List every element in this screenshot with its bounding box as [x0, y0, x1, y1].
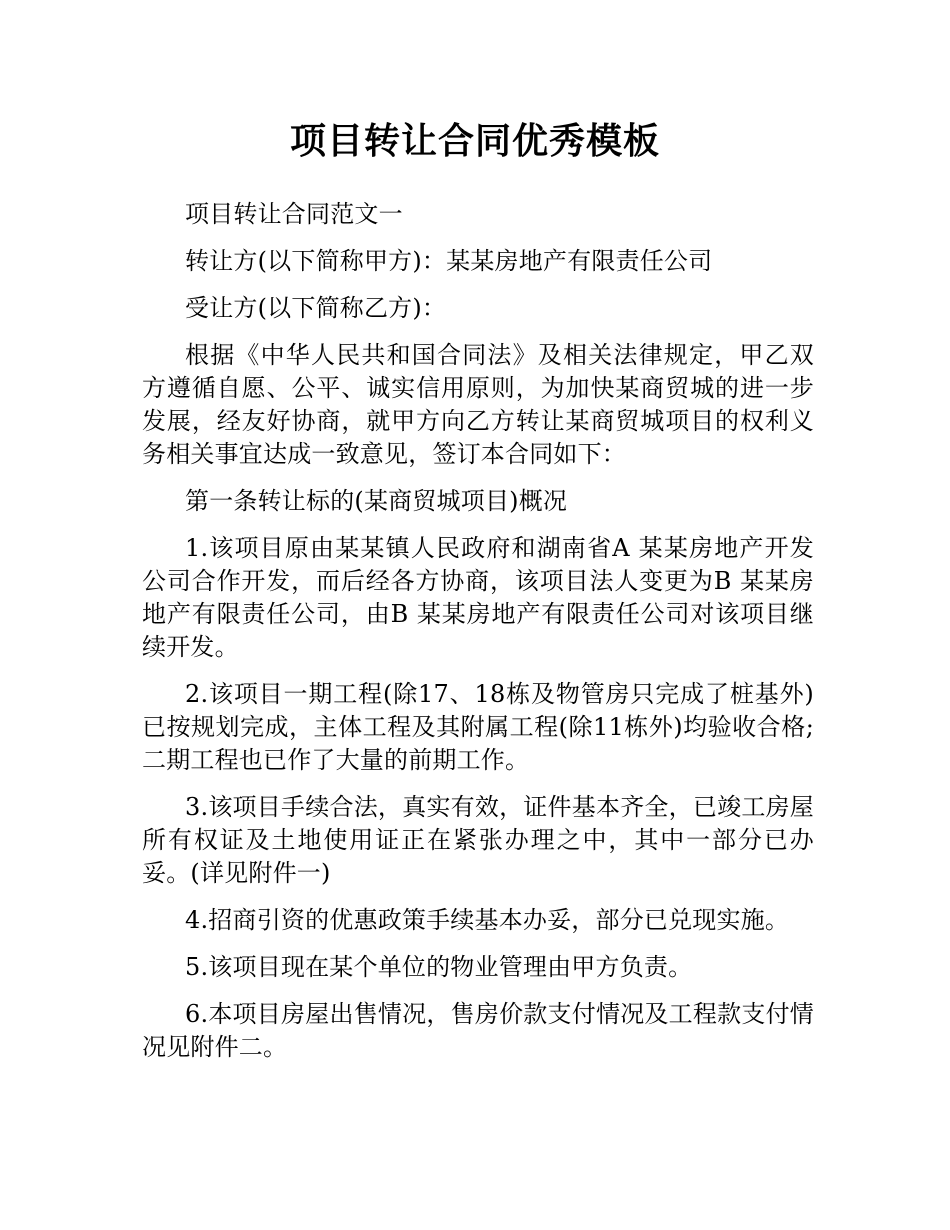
paragraph-transferee: 受让方(以下简称乙方)： — [185, 294, 447, 322]
paragraph-item-3: 3.该项目手续合法，真实有效，证件基本齐全，已竣工房屋所有权证及土地使用证正在紧张办理之中，其中一部分已办妥。(详见附件一) — [142, 793, 814, 887]
paragraph-article-one-heading: 第一条转让标的(某商贸城项目)概况 — [185, 487, 568, 515]
document-body — [142, 198, 814, 1078]
document-title: 项目转让合同优秀模板 — [289, 121, 660, 162]
paragraph-transferor: 转让方(以下简称甲方)：某某房地产有限责任公司 — [185, 247, 713, 275]
paragraph-preamble: 根据《中华人民共和国合同法》及相关法律规定，甲乙双方遵循自愿、公平、诚实信用原则，为加快某商贸城的进一步发展，经友好协商，就甲方向乙方转让某商贸城项目的权利义务相关事宜达成一致意见，签订本合同如下： — [142, 341, 814, 468]
paragraph-contract-sample-heading: 项目转让合同范文一 — [185, 200, 403, 228]
paragraph-item-6: 6.本项目房屋出售情况，售房价款支付情况及工程款支付情况见附件二。 — [142, 1000, 814, 1061]
paragraph-item-1: 1.该项目原由某某镇人民政府和湖南省A 某某房地产开发公司合作开发，而后经各方协商，该项目法人变更为B 某某房地产有限责任公司，由B 某某房地产有限责任公司对该项目继续开发。 — [142, 534, 814, 661]
paragraph-item-2: 2.该项目一期工程(除17、18栋及物管房只完成了桩基外)已按规划完成，主体工程及其附属工程(除11栋外)均验收合格;二期工程也已作了大量的前期工作。 — [142, 680, 814, 774]
paragraph-item-5: 5.该项目现在某个单位的物业管理由甲方负责。 — [185, 953, 693, 981]
paragraph-item-4: 4.招商引资的优惠政策手续基本办妥，部分已兑现实施。 — [185, 906, 790, 934]
